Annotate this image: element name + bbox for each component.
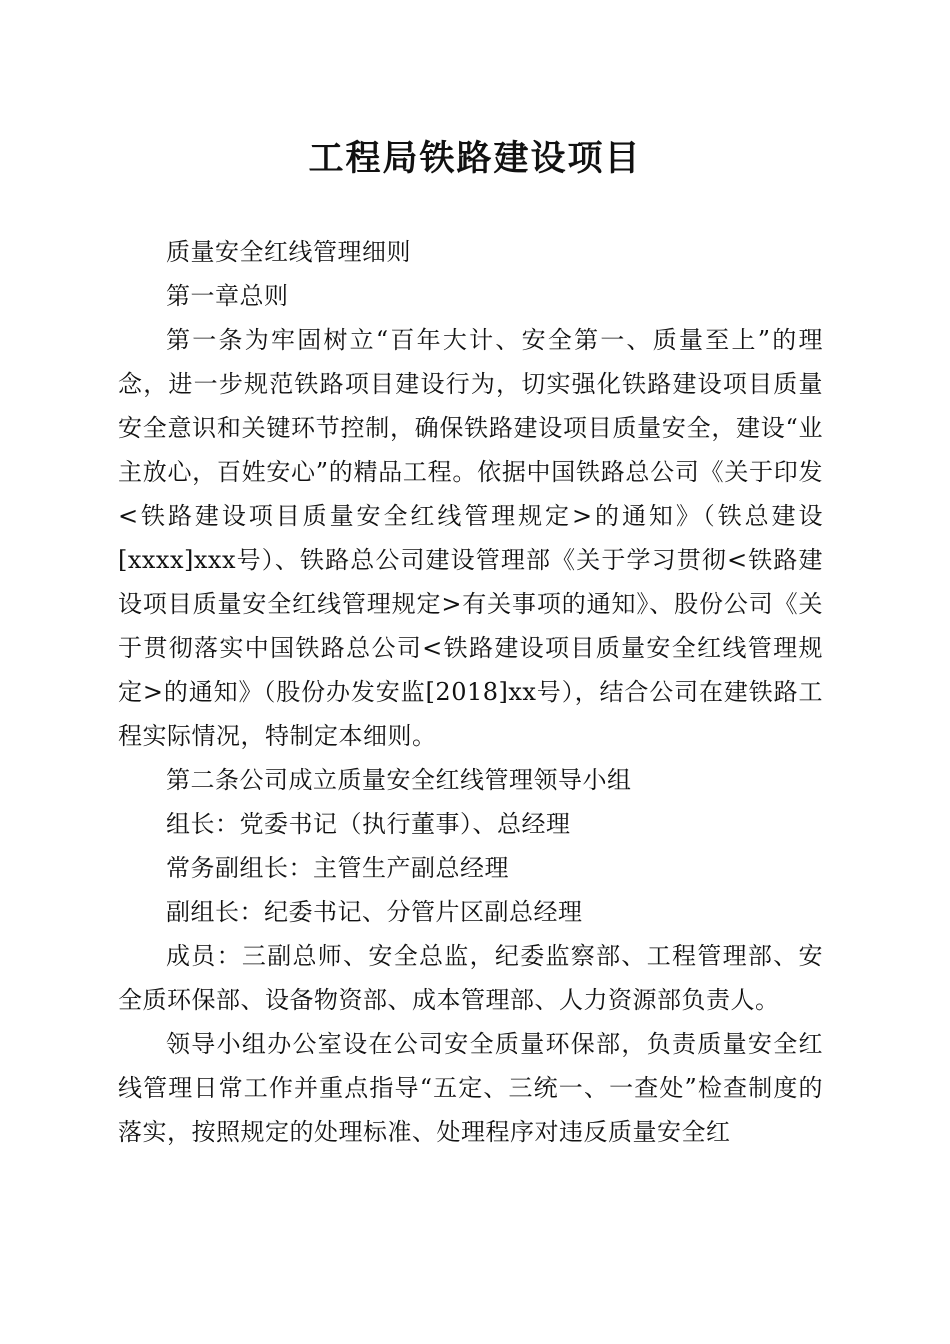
paragraph-chapter-heading: 第一章总则 xyxy=(166,282,289,310)
paragraph-article-1: 第一条为牢固树立“百年大计、安全第一、质量至上”的理念，进一步规范铁路项目建设行为，切实强化铁路建设项目质量安全意识和关键环节控制，确保铁路建设项目质量安全，建设“业主放心，百姓安心”的精品工程。依据中国铁路总公司《关于印发<铁路建设项目质量安全红线管理规定>的通知》（铁总建设[xxxx]xxx号）、铁路总公司建设管理部《关于学习贯彻<铁路建设项目质量安全红线管理规定>有关事项的通知》、股份公司《关于贯彻落实中国铁路总公司<铁路建设项目质量安全红线管理规定>的通知》（股份办发安监[2018]xx号），结合公司在建铁路工程实际情况，特制定本细则。 xyxy=(118,326,823,750)
paragraph-office: 领导小组办公室设在公司安全质量环保部，负责质量安全红线管理日常工作并重点指导“五定、三统一、一查处”检查制度的落实，按照规定的处理标准、处理程序对违反质量安全红 xyxy=(118,1030,823,1146)
paragraph-subtitle: 质量安全红线管理细则 xyxy=(166,238,411,266)
document-body xyxy=(118,230,823,1154)
paragraph-executive-deputy: 常务副组长：主管生产副总经理 xyxy=(166,854,509,882)
paragraph-article-2: 第二条公司成立质量安全红线管理领导小组 xyxy=(166,766,632,794)
paragraph-group-leader: 组长：党委书记（执行董事）、总经理 xyxy=(166,810,571,838)
paragraph-deputy-leader: 副组长：纪委书记、分管片区副总经理 xyxy=(166,898,583,926)
paragraph-members: 成员：三副总师、安全总监，纪委监察部、工程管理部、安全质环保部、设备物资部、成本管理部、人力资源部负责人。 xyxy=(118,942,823,1014)
document-title: 工程局铁路建设项目 xyxy=(308,138,642,179)
